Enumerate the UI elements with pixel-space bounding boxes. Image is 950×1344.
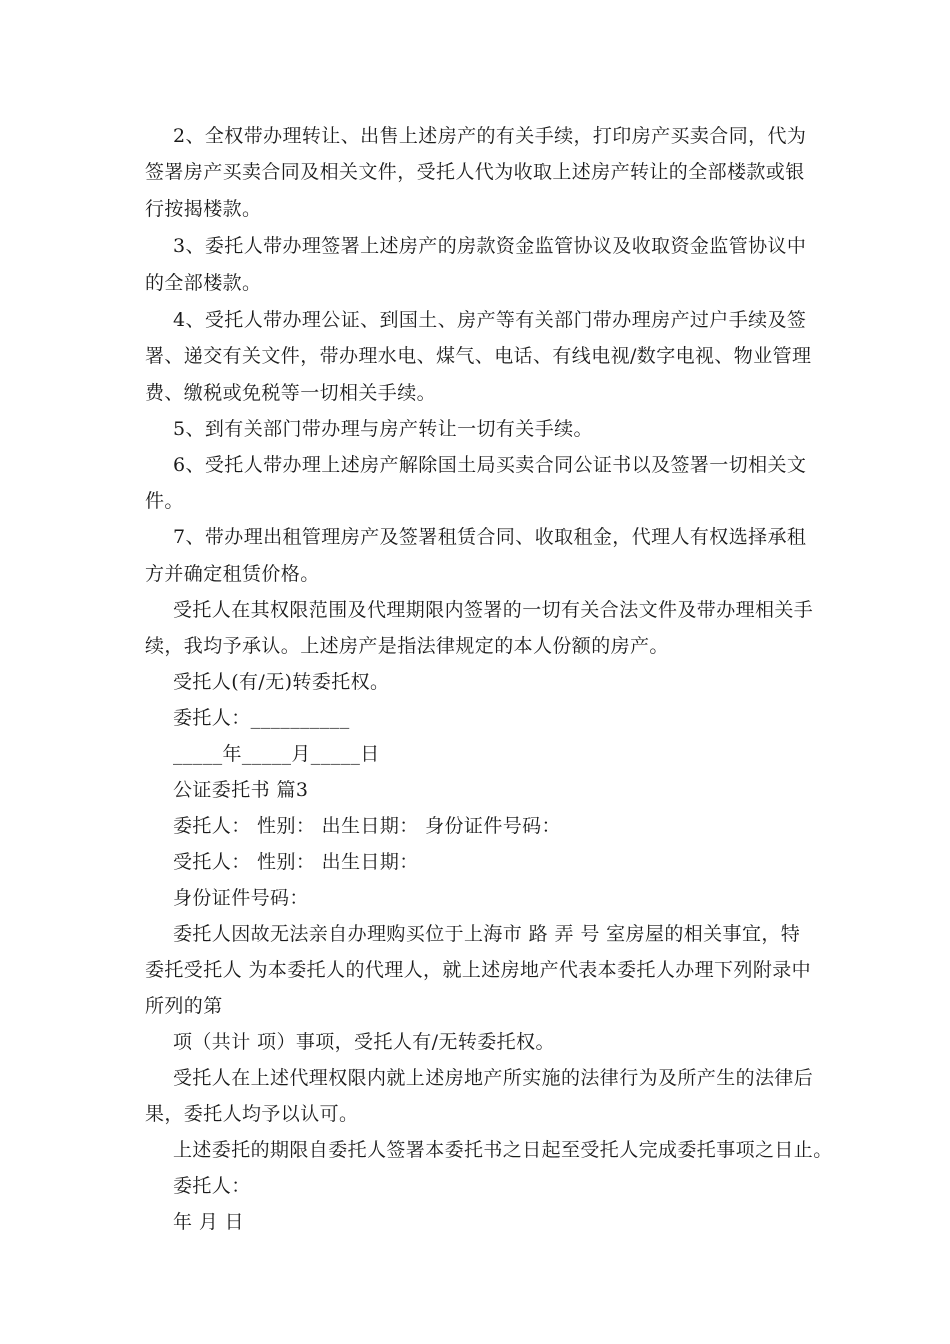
term-statement: 上述委托的期限自委托人签署本委托书之日起至受托人完成委托事项之日止。 [173,1139,833,1161]
entrustment-line-4: 项（共计 项）事项，受托人有/无转委托权。 [173,1031,555,1053]
agent-info-line: 受托人： 性别： 出生日期： [173,851,419,873]
agent-id-line: 身份证件号码： [173,887,309,909]
clause-4-line-2: 署、递交有关文件，带办理水电、煤气、电话、有线电视/数字电视、物业管理 [145,345,812,367]
acknowledgement-line-2: 续，我均予承认。上述房产是指法律规定的本人份额的房产。 [145,635,669,657]
clause-4-line-3: 费、缴税或免税等一切相关手续。 [145,382,437,404]
section-title: 公证委托书 篇3 [173,779,309,801]
clause-3-line-1: 3、委托人带办理签署上述房产的房款资金监管协议及收取资金监管协议中 [173,235,807,257]
recognition-line-2: 果，委托人均予以认可。 [145,1103,359,1125]
clause-6-line-2: 件。 [145,490,184,512]
recognition-line-1: 受托人在上述代理权限内就上述房地产所实施的法律行为及所产生的法律后 [173,1067,814,1089]
date-label: 年 月 日 [173,1211,245,1233]
clause-2-line-2: 签署房产买卖合同及相关文件，受托人代为收取上述房产转让的全部楼款或银 [145,161,805,183]
acknowledgement-line-1: 受托人在其权限范围及代理期限内签署的一切有关合法文件及带办理相关手 [173,599,814,621]
clause-3-line-2: 的全部楼款。 [145,272,262,294]
entrustment-line-1: 委托人因故无法亲自办理购买位于上海市 路 弄 号 室房屋的相关事宜，特 [173,923,801,945]
clause-5-line-1: 5、到有关部门带办理与房产转让一切有关手续。 [173,418,593,440]
entrustment-line-3: 所列的第 [145,995,223,1017]
clause-4-line-1: 4、受托人带办理公证、到国土、房产等有关部门带办理房产过户手续及签 [173,309,807,331]
principal-info-line: 委托人： 性别： 出生日期： 身份证件号码： [173,815,561,837]
clause-6-line-1: 6、受托人带办理上述房产解除国土局买卖合同公证书以及签署一切相关文 [173,454,807,476]
clause-2-line-3: 行按揭楼款。 [145,198,262,220]
principal-label: 委托人： [173,1175,251,1197]
clause-2-line-1: 2、全权带办理转让、出售上述房产的有关手续，打印房产买卖合同，代为 [173,125,807,147]
principal-signature-line: 委托人：__________ [173,707,350,729]
clause-7-line-1: 7、带办理出租管理房产及签署租赁合同、收取租金，代理人有权选择承租 [173,526,807,548]
sub-delegation-statement: 受托人(有/无)转委托权。 [173,671,390,693]
entrustment-line-2: 委托受托人 为本委托人的代理人，就上述房地产代表本委托人办理下列附录中 [145,959,812,981]
date-line: _____年_____月_____日 [173,743,380,765]
clause-7-line-2: 方并确定租赁价格。 [145,563,320,585]
